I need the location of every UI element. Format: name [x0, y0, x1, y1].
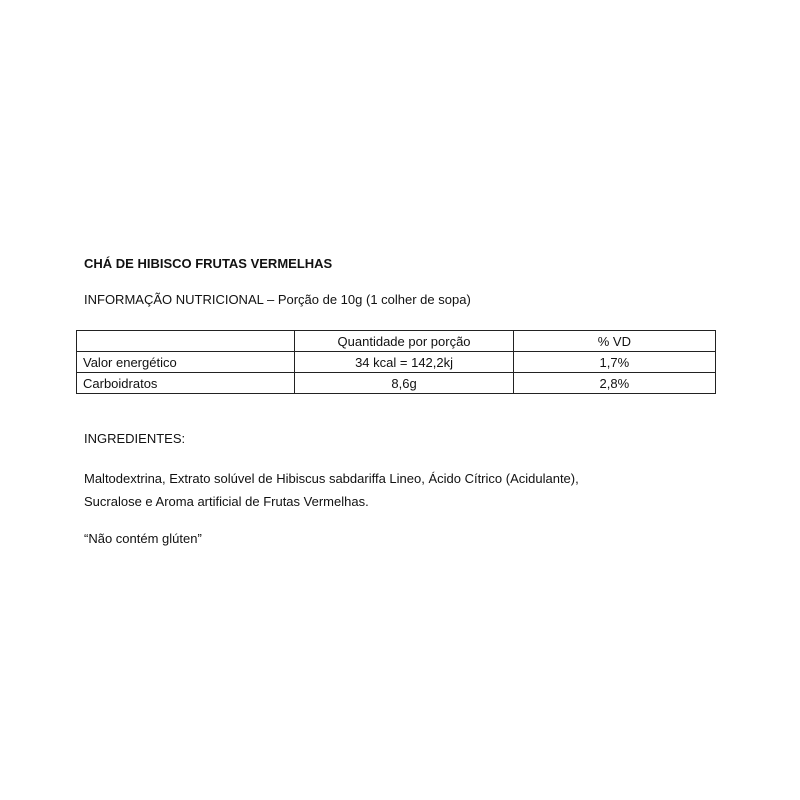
ingredients-heading: INGREDIENTES:	[84, 431, 186, 446]
table-cell: 8,6g	[295, 373, 513, 394]
ingredients-line: Maltodextrina, Extrato solúvel de Hibiscus sabdariffa Lineo, Ácido Cítrico (Acidulante),	[84, 471, 579, 486]
nutrition-heading: INFORMAÇÃO NUTRICIONAL – Porção de 10g (1 colher de sopa)	[84, 292, 471, 307]
table-cell: 1,7%	[513, 352, 715, 373]
product-title: CHÁ DE HIBISCO FRUTAS VERMELHAS	[84, 256, 333, 271]
table-cell: Valor energético	[77, 352, 295, 373]
table-cell: 34 kcal = 142,2kj	[295, 352, 513, 373]
table-header-row	[77, 331, 716, 352]
table-header-cell: % VD	[513, 331, 715, 352]
table-header-cell: Quantidade por porção	[295, 331, 513, 352]
nutrition-table	[76, 330, 716, 394]
ingredients-line: Sucralose e Aroma artificial de Frutas Vermelhas.	[84, 494, 369, 509]
table-header-cell	[77, 331, 295, 352]
table-cell: 2,8%	[513, 373, 715, 394]
table-cell: Carboidratos	[77, 373, 295, 394]
gluten-note: “Não contém glúten”	[84, 531, 202, 546]
ingredients-text	[84, 467, 724, 513]
table-row	[77, 352, 716, 373]
table-row	[77, 373, 716, 394]
